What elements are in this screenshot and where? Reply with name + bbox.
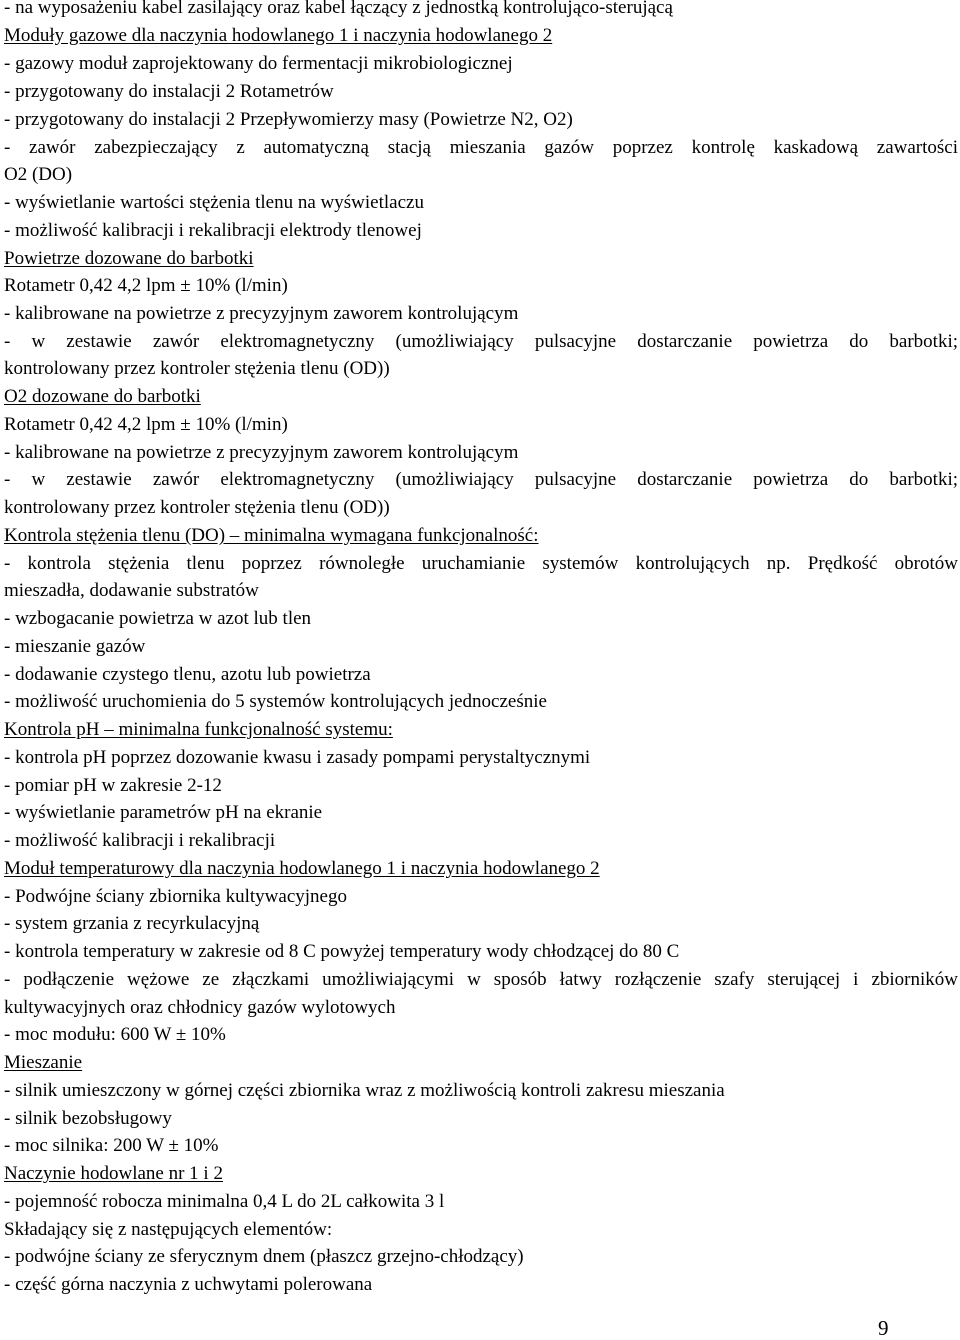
section-heading bbox=[4, 1160, 958, 1187]
section-heading bbox=[4, 22, 958, 49]
text-line bbox=[4, 161, 958, 188]
line-text: mieszadła, dodawanie substratów bbox=[4, 580, 259, 601]
line-text: Naczynie hodowlane nr 1 i 2 bbox=[4, 1163, 223, 1184]
line-text: O2 (DO) bbox=[4, 164, 73, 185]
line-text: - przygotowany do instalacji 2 Rotametrów bbox=[4, 81, 334, 102]
text-line bbox=[4, 577, 958, 604]
line-text: - możliwość kalibracji i rekalibracji bbox=[4, 830, 276, 851]
line-text: - kalibrowane na powietrze z precyzyjnym zaworem kontrolującym bbox=[4, 303, 519, 324]
text-line bbox=[4, 466, 958, 493]
line-text: - gazowy moduł zaprojektowany do fermentacji mikrobiologicznej bbox=[4, 53, 513, 74]
text-line bbox=[4, 439, 958, 466]
line-text: Powietrze dozowane do barbotki bbox=[4, 248, 254, 269]
text-line bbox=[4, 1243, 958, 1270]
section-heading bbox=[4, 1049, 958, 1076]
text-line bbox=[4, 300, 958, 327]
line-text: - moc modułu: 600 W ± 10% bbox=[4, 1024, 226, 1045]
line-text: - możliwość kalibracji i rekalibracji elektrody tlenowej bbox=[4, 220, 422, 241]
line-text: - dodawanie czystego tlenu, azotu lub powietrza bbox=[4, 664, 371, 685]
text-line bbox=[4, 550, 958, 577]
line-text: - pojemność robocza minimalna 0,4 L do 2L całkowita 3 l bbox=[4, 1191, 445, 1212]
text-line bbox=[4, 134, 958, 161]
section-heading bbox=[4, 716, 958, 743]
section-heading bbox=[4, 383, 958, 410]
text-line bbox=[4, 1271, 958, 1298]
line-text: - na wyposażeniu kabel zasilający oraz kabel łączący z jednostką kontrolująco-sterującą bbox=[4, 0, 673, 18]
line-text: - silnik bezobsługowy bbox=[4, 1108, 172, 1129]
line-text: - silnik umieszczony w górnej części zbiornika wraz z możliwością kontroli zakresu mieszania bbox=[4, 1080, 725, 1101]
section-heading bbox=[4, 855, 958, 882]
line-text: - zawór zabezpieczający z automatyczną stacją mieszania gazów poprzez kontrolę kaskadową zawartości bbox=[4, 137, 958, 158]
text-line bbox=[4, 1077, 958, 1104]
line-text: Składający się z następujących elementów: bbox=[4, 1219, 333, 1240]
line-text: - kalibrowane na powietrze z precyzyjnym zaworem kontrolującym bbox=[4, 442, 519, 463]
line-text: Kontrola stężenia tlenu (DO) – minimalna wymagana funkcjonalność: bbox=[4, 525, 539, 546]
text-line bbox=[4, 938, 958, 965]
text-line bbox=[4, 605, 958, 632]
line-text: - wyświetlanie parametrów pH na ekranie bbox=[4, 802, 323, 823]
line-text: - w zestawie zawór elektromagnetyczny (umożliwiający pulsacyjne dostarczanie powietrza do barbotki; bbox=[4, 331, 958, 352]
text-line bbox=[4, 966, 958, 993]
text-line bbox=[4, 189, 958, 216]
text-line bbox=[4, 688, 958, 715]
line-text: kontrolowany przez kontroler stężenia tlenu (OD)) bbox=[4, 497, 390, 518]
text-line bbox=[4, 994, 958, 1021]
line-text: - możliwość uruchomienia do 5 systemów kontrolujących jednocześnie bbox=[4, 691, 547, 712]
line-text: - przygotowany do instalacji 2 Przepływomierzy masy (Powietrze N2, O2) bbox=[4, 109, 573, 130]
line-text: kultywacyjnych oraz chłodnicy gazów wylotowych bbox=[4, 997, 396, 1018]
line-text: - część górna naczynia z uchwytami polerowana bbox=[4, 1274, 373, 1295]
page-number: 9 bbox=[878, 1316, 889, 1340]
text-line bbox=[4, 1105, 958, 1132]
text-line bbox=[4, 1188, 958, 1215]
line-text: - wzbogacanie powietrza w azot lub tlen bbox=[4, 608, 312, 629]
text-line bbox=[4, 494, 958, 521]
text-line bbox=[4, 217, 958, 244]
line-text: - moc silnika: 200 W ± 10% bbox=[4, 1135, 219, 1156]
line-text: Mieszanie bbox=[4, 1052, 83, 1073]
text-line bbox=[4, 411, 958, 438]
text-line bbox=[4, 355, 958, 382]
section-heading bbox=[4, 245, 958, 272]
line-text: Rotametr 0,42 4,2 lpm ± 10% (l/min) bbox=[4, 414, 288, 435]
section-heading bbox=[4, 522, 958, 549]
text-line bbox=[4, 661, 958, 688]
line-text: Kontrola pH – minimalna funkcjonalność systemu: bbox=[4, 719, 393, 740]
line-text: - podwójne ściany ze sferycznym dnem (płaszcz grzejno-chłodzący) bbox=[4, 1246, 524, 1267]
text-line bbox=[4, 1021, 958, 1048]
text-line bbox=[4, 78, 958, 105]
text-line bbox=[4, 0, 958, 21]
line-text: - podłączenie wężowe ze złączkami umożliwiającymi w sposób łatwy rozłączenie szafy sterującej i zbiorników bbox=[4, 969, 958, 990]
text-line bbox=[4, 1132, 958, 1159]
line-text: - system grzania z recyrkulacyjną bbox=[4, 913, 260, 934]
text-line bbox=[4, 827, 958, 854]
line-text: - w zestawie zawór elektromagnetyczny (umożliwiający pulsacyjne dostarczanie powietrza do barbotki; bbox=[4, 469, 958, 490]
line-text: - Podwójne ściany zbiornika kultywacyjnego bbox=[4, 886, 347, 907]
line-text: Rotametr 0,42 4,2 lpm ± 10% (l/min) bbox=[4, 275, 288, 296]
text-line bbox=[4, 106, 958, 133]
text-line bbox=[4, 744, 958, 771]
text-line bbox=[4, 328, 958, 355]
text-line bbox=[4, 633, 958, 660]
line-text: Moduły gazowe dla naczynia hodowlanego 1 i naczynia hodowlanego 2 bbox=[4, 25, 553, 46]
text-line bbox=[4, 910, 958, 937]
line-text: - kontrola temperatury w zakresie od 8 C powyżej temperatury wody chłodzącej do 80 C bbox=[4, 941, 680, 962]
line-text: - kontrola pH poprzez dozowanie kwasu i zasady pompami perystaltycznymi bbox=[4, 747, 591, 768]
line-text: - pomiar pH w zakresie 2-12 bbox=[4, 775, 222, 796]
line-text: - mieszanie gazów bbox=[4, 636, 146, 657]
text-line bbox=[4, 883, 958, 910]
text-line bbox=[4, 772, 958, 799]
line-text: - kontrola stężenia tlenu poprzez równoległe uruchamianie systemów kontrolujących np. Prędkość obrotów bbox=[4, 553, 958, 574]
line-text: kontrolowany przez kontroler stężenia tlenu (OD)) bbox=[4, 358, 390, 379]
line-text: - wyświetlanie wartości stężenia tlenu na wyświetlaczu bbox=[4, 192, 424, 213]
text-line bbox=[4, 50, 958, 77]
text-line bbox=[4, 799, 958, 826]
line-text: Moduł temperaturowy dla naczynia hodowlanego 1 i naczynia hodowlanego 2 bbox=[4, 858, 600, 879]
line-text: O2 dozowane do barbotki bbox=[4, 386, 201, 407]
text-line bbox=[4, 1216, 958, 1243]
text-line bbox=[4, 272, 958, 299]
